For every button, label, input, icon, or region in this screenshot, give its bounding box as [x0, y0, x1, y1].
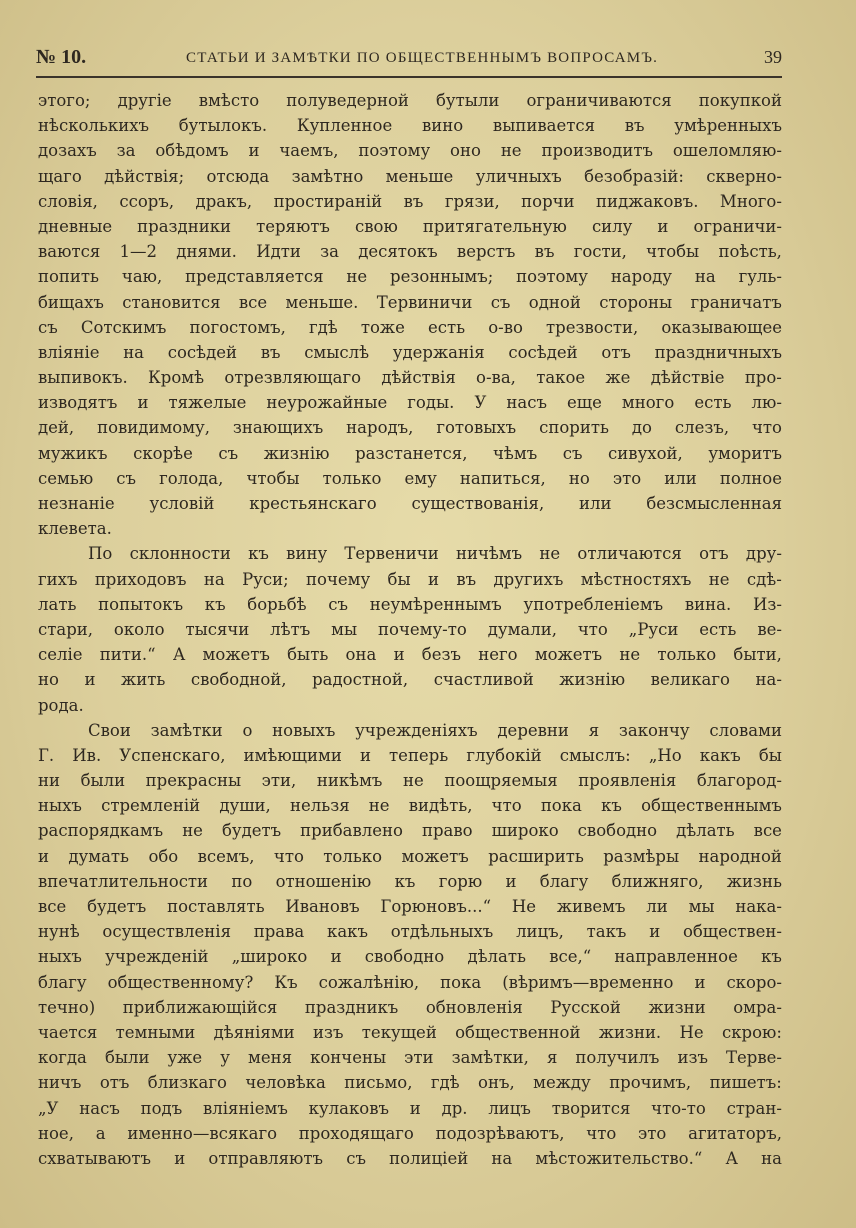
text-line: течно) приближающійся праздникъ обновленія Русской жизни омра- — [38, 997, 782, 1017]
text-line: ныхъ стремленій души, нельзя не видѣть, что пока къ общественнымъ — [38, 796, 782, 816]
text-line: все будетъ поставлять Ивановъ Горюновъ...“ Не живемъ ли мы нака- — [38, 897, 782, 916]
text-line: „У насъ подъ вліяніемъ кулаковъ и др. лицъ творится что-то стран- — [38, 1098, 782, 1118]
text-line: схватываютъ и отправляютъ съ полиціей на мѣстожительство.“ А на — [38, 1148, 782, 1168]
running-title: СТАТЬИ И ЗАМѢТКИ ПО ОБЩЕСТВЕННЫМЪ ВОПРОСАМЪ. — [186, 50, 659, 66]
text-line: клевета. — [38, 519, 112, 539]
article-body — [38, 88, 782, 1171]
text-line: нунѣ осуществленія права какъ отдѣльныхъ лицъ, такъ и обществен- — [38, 922, 782, 942]
header-rule — [36, 76, 782, 78]
text-line: мужикъ скорѣе съ жизнію разстанется, чѣмъ съ сивухой, уморитъ — [38, 443, 782, 463]
text-line: Г. Ив. Успенскаго, имѣющими и теперь глубокій смыслъ: „Но какъ бы — [38, 745, 782, 765]
text-line: гихъ приходовъ на Руси; почему бы и въ другихъ мѣстностяхъ не сдѣ- — [38, 569, 782, 589]
page-number: 39 — [764, 47, 782, 67]
text-line: стари, около тысячи лѣтъ мы почему-то думали, что „Руси есть ве- — [38, 619, 782, 639]
text-line: и думать обо всемъ, что только можетъ расширить размѣры народной — [38, 846, 782, 866]
text-line: ное, а именно—всякаго проходящаго подозрѣваютъ, что это агитаторъ, — [38, 1123, 782, 1143]
text-line: рода. — [38, 695, 84, 715]
text-line: чается темными дѣяніями изъ текущей общественной жизни. Не скрою: — [38, 1022, 782, 1042]
text-line: впечатлительности по отношенію къ горю и благу ближняго, жизнь — [38, 871, 782, 891]
text-line: словія, ссоръ, дракъ, простираній въ грязи, порчи пиджаковъ. Много- — [38, 191, 782, 211]
issue-number: № 10. — [36, 46, 87, 68]
text-line: лать попытокъ къ борьбѣ съ неумѣреннымъ употребленіемъ вина. Из- — [38, 594, 782, 614]
text-line: когда были уже у меня кончены эти замѣтки, я получилъ изъ Терве- — [38, 1048, 782, 1068]
text-line: По склонности къ вину Тервеничи ничѣмъ не отличаются отъ дру- — [88, 544, 782, 564]
text-line: но и жить свободной, радостной, счастливой жизнію великаго на- — [38, 670, 782, 690]
text-line: изводятъ и тяжелые неурожайные годы. У насъ еще много есть лю- — [38, 393, 782, 413]
text-line: нѣсколькихъ бутылокъ. Купленное вино выпивается въ умѣренныхъ — [38, 116, 782, 136]
text-line: ваются 1—2 днями. Идти за десятокъ верстъ въ гости, чтобы поѣсть, — [38, 242, 782, 262]
text-line: съ Сотскимъ погостомъ, гдѣ тоже есть о-во трезвости, оказывающее — [38, 317, 782, 337]
text-line: дневные праздники теряютъ свою притягательную силу и ограничи- — [38, 216, 782, 236]
text-line: ни были прекрасны эти, никѣмъ не поощряемыя проявленія благород- — [38, 771, 782, 791]
text-line: бищахъ становится все меньше. Тервиничи съ одной стороны граничатъ — [38, 292, 782, 312]
text-line: семью съ голода, чтобы только ему напиться, но это или полное — [38, 468, 782, 488]
text-line: дей, повидимому, знающихъ народъ, готовыхъ спорить до слезъ, что — [38, 418, 782, 438]
text-line: благу общественному? Къ сожалѣнію, пока (вѣримъ—временно и скоро- — [38, 972, 782, 992]
text-line: ничъ отъ близкаго человѣка письмо, гдѣ онъ, между прочимъ, пишетъ: — [38, 1073, 782, 1093]
text-line: селіе пити.“ А можетъ быть она и безъ него можетъ не только быти, — [38, 645, 782, 665]
text-line: Свои замѣтки о новыхъ учрежденіяхъ деревни я закончу словами — [88, 720, 782, 740]
text-line: дозахъ за обѣдомъ и чаемъ, поэтому оно не производитъ ошеломляю- — [38, 141, 782, 161]
text-line: попить чаю, представляется не резоннымъ; поэтому народу на гуль- — [38, 267, 782, 287]
text-line: распорядкамъ не будетъ прибавлено право широко свободно дѣлать все — [38, 821, 782, 841]
text-line: ныхъ учрежденій „широко и свободно дѣлать все,“ направленное къ — [38, 947, 782, 967]
text-line: выпивокъ. Кромѣ отрезвляющаго дѣйствія о-ва, такое же дѣйствіе про- — [38, 368, 782, 388]
page-header — [36, 46, 782, 74]
text-line: щаго дѣйствія; отсюда замѣтно меньше уличныхъ безобразій: скверно- — [38, 166, 782, 186]
text-line: незнаніе условій крестьянскаго существованія, или безсмысленная — [38, 494, 782, 513]
text-line: вліяніе на сосѣдей въ смыслѣ удержанія сосѣдей отъ праздничныхъ — [38, 342, 782, 362]
text-line: этого; другіе вмѣсто полуведерной бутыли ограничиваются покупкой — [38, 91, 782, 110]
